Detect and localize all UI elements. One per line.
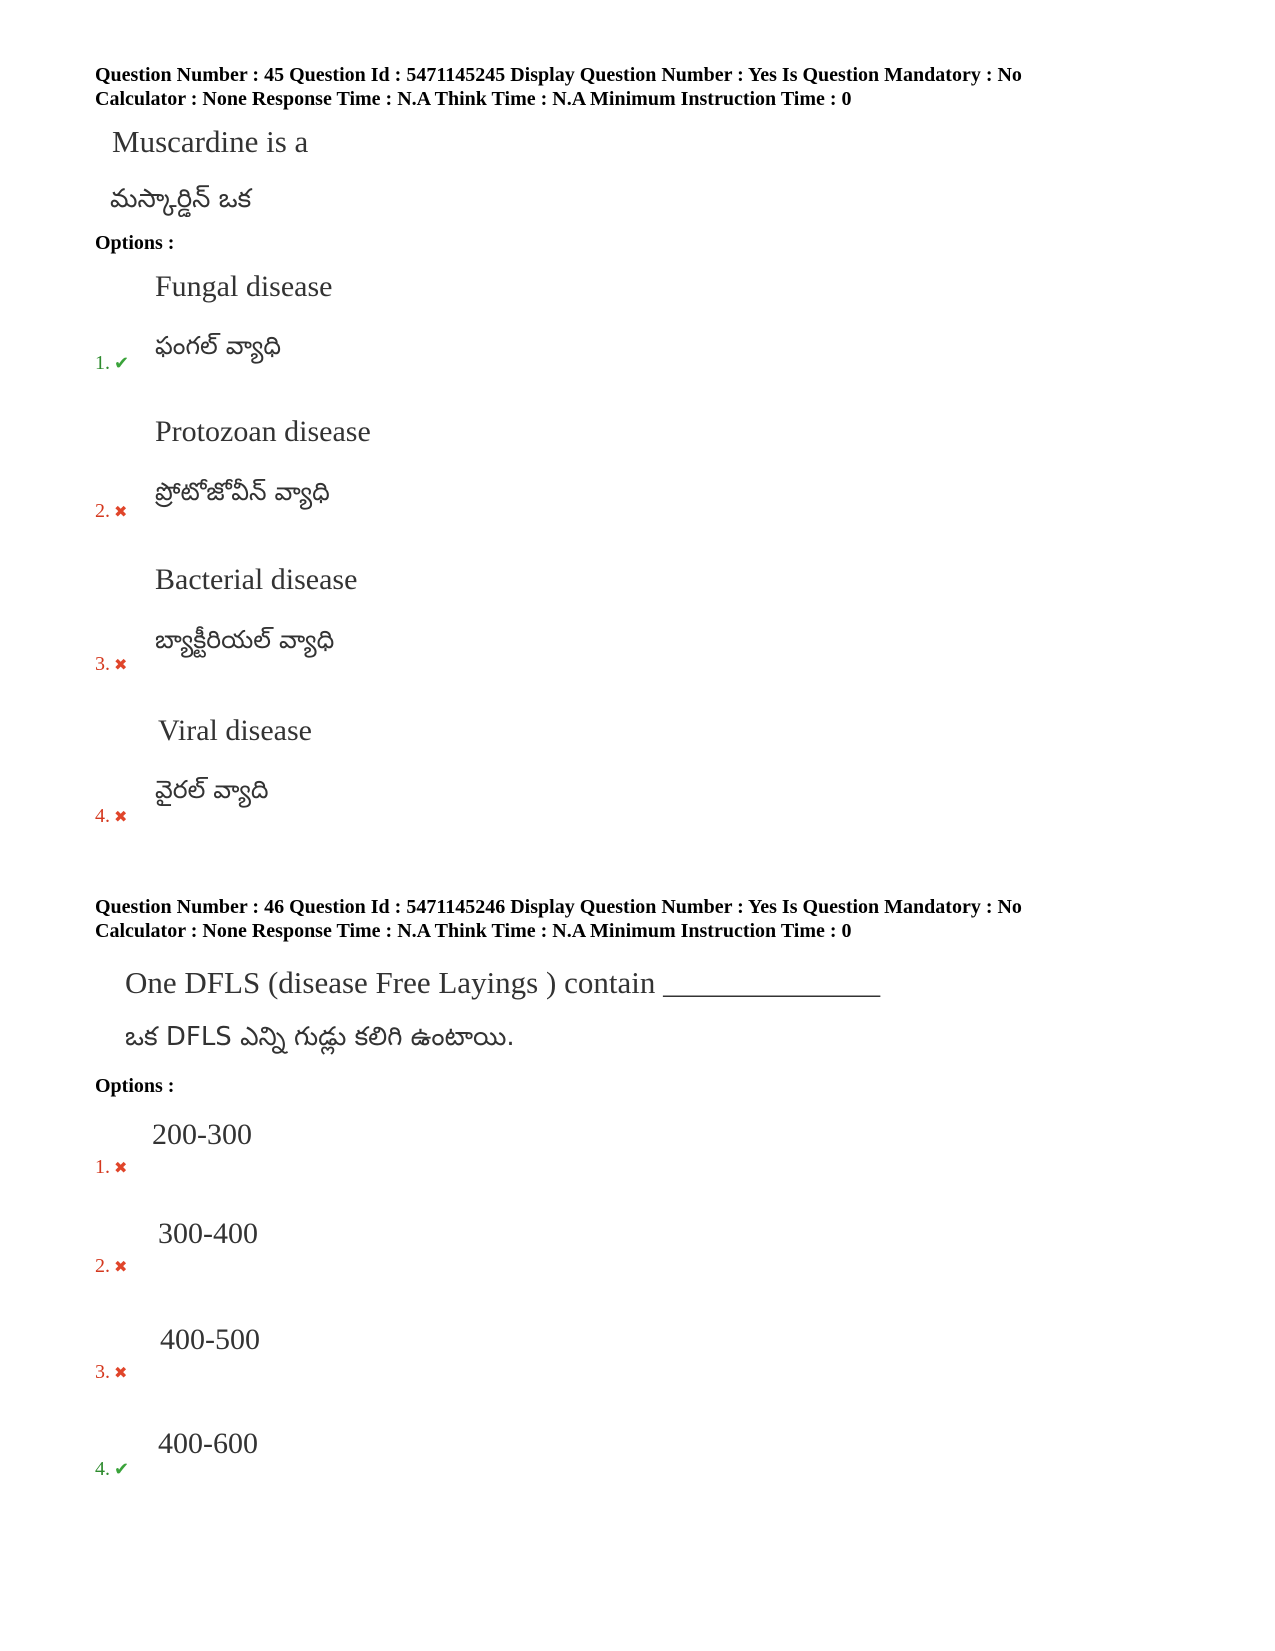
question-46-meta xyxy=(95,895,1245,943)
cross-icon: ✖ xyxy=(114,657,128,674)
q46-option-1-number xyxy=(95,1156,127,1179)
option-number: 4. xyxy=(95,805,110,827)
question-45-options-label: Options : xyxy=(95,232,175,254)
option-number: 1. xyxy=(95,1156,110,1178)
q46-option-4-number xyxy=(95,1458,129,1481)
question-meta-line-1: Question Number : 46 Question Id : 5471145246 Display Question Number : Yes Is Question Mandatory : No xyxy=(95,896,1022,918)
question-46-options-label: Options : xyxy=(95,1075,175,1097)
cross-icon: ✖ xyxy=(114,809,128,826)
question-meta-line-2: Calculator : None Response Time : N.A Think Time : N.A Minimum Instruction Time : 0 xyxy=(95,920,852,942)
cross-icon: ✖ xyxy=(114,1365,128,1382)
q45-option-1-text-english: Fungal disease xyxy=(155,270,333,303)
q45-option-1-text-telugu: ఫంగల్ వ్యాధి xyxy=(155,331,281,360)
q45-option-3-text-english: Bacterial disease xyxy=(155,563,358,596)
option-number: 3. xyxy=(95,653,110,675)
q45-option-3-number xyxy=(95,653,127,676)
check-icon: ✔ xyxy=(114,353,130,373)
option-number: 2. xyxy=(95,1255,110,1277)
question-meta-line-1: Question Number : 45 Question Id : 5471145245 Display Question Number : Yes Is Question Mandatory : No xyxy=(95,64,1022,86)
q46-option-2-number xyxy=(95,1255,127,1278)
question-meta-line-2: Calculator : None Response Time : N.A Think Time : N.A Minimum Instruction Time : 0 xyxy=(95,88,852,110)
question-46-text-english: One DFLS (disease Free Layings ) contain ______________ xyxy=(125,965,881,1000)
question-45-text-english: Muscardine is a xyxy=(112,124,309,159)
q45-option-3-text-telugu: బ్యాక్టీరియల్ వ్యాధి xyxy=(155,625,335,654)
q46-option-4-text: 400-600 xyxy=(158,1427,258,1460)
q46-option-1-text: 200-300 xyxy=(152,1118,252,1151)
q46-option-2-text: 300-400 xyxy=(158,1217,258,1250)
option-number: 3. xyxy=(95,1361,110,1383)
question-46-text-telugu: ఒక DFLS ఎన్ని గుడ్లు కలిగి ఉంటాయి. xyxy=(125,1022,515,1052)
q46-option-3-number xyxy=(95,1361,127,1384)
q45-option-4-number xyxy=(95,805,127,828)
q45-option-2-text-english: Protozoan disease xyxy=(155,415,371,448)
q45-option-4-text-english: Viral disease xyxy=(158,714,312,747)
cross-icon: ✖ xyxy=(114,1160,128,1177)
q45-option-2-number xyxy=(95,500,127,523)
q46-option-3-text: 400-500 xyxy=(160,1323,260,1356)
option-number: 2. xyxy=(95,500,110,522)
question-45-text-telugu: మస్కార్డిన్ ఒక xyxy=(110,184,252,214)
option-number: 1. xyxy=(95,352,110,374)
cross-icon: ✖ xyxy=(114,1259,128,1276)
q45-option-2-text-telugu: ప్రోటోజోవీన్ వ్యాధి xyxy=(155,477,330,506)
q45-option-1-number xyxy=(95,352,129,375)
cross-icon: ✖ xyxy=(114,504,128,521)
option-number: 4. xyxy=(95,1458,110,1480)
question-45-meta xyxy=(95,63,1245,111)
q45-option-4-text-telugu: వైరల్ వ్యాది xyxy=(155,775,269,804)
check-icon: ✔ xyxy=(114,1459,130,1479)
